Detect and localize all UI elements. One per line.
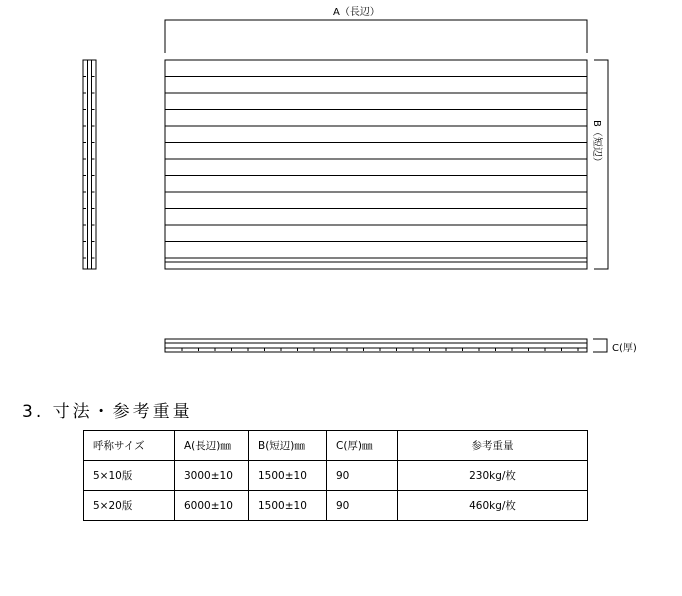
cell-reference-weight: 460kg/枚: [398, 491, 588, 521]
cell-c-thickness: 90: [327, 491, 398, 521]
header-c-thickness: C(厚)㎜: [327, 431, 398, 461]
header-b-short-side: B(短辺)㎜: [249, 431, 327, 461]
table-row: [84, 461, 588, 491]
dimension-a-label: A（長辺）: [333, 7, 380, 18]
spec-table: [83, 430, 588, 521]
table-row: [84, 491, 588, 521]
header-reference-weight: 参考重量: [398, 431, 588, 461]
dimension-c-label: C(厚): [612, 343, 637, 354]
header-a-long-side: A(長辺)㎜: [175, 431, 249, 461]
cell-reference-weight: 230kg/枚: [398, 461, 588, 491]
header-nominal-size: 呼称サイズ: [84, 431, 175, 461]
cell-nominal-size: 5×10版: [84, 461, 175, 491]
dimension-b-label: B（短辺）: [591, 120, 602, 167]
section-heading: 3. 寸法・参考重量: [22, 402, 193, 422]
cell-a-long-side: 3000±10: [175, 461, 249, 491]
cell-c-thickness: 90: [327, 461, 398, 491]
cell-nominal-size: 5×20版: [84, 491, 175, 521]
cell-a-long-side: 6000±10: [175, 491, 249, 521]
cell-b-short-side: 1500±10: [249, 491, 327, 521]
cell-b-short-side: 1500±10: [249, 461, 327, 491]
edge-view: [165, 339, 587, 352]
table-header-row: [84, 431, 588, 461]
top-view-panel: [165, 60, 587, 269]
dimension-a-line: [165, 20, 587, 53]
dimension-c-line: [593, 339, 607, 352]
side-view: [83, 60, 96, 269]
